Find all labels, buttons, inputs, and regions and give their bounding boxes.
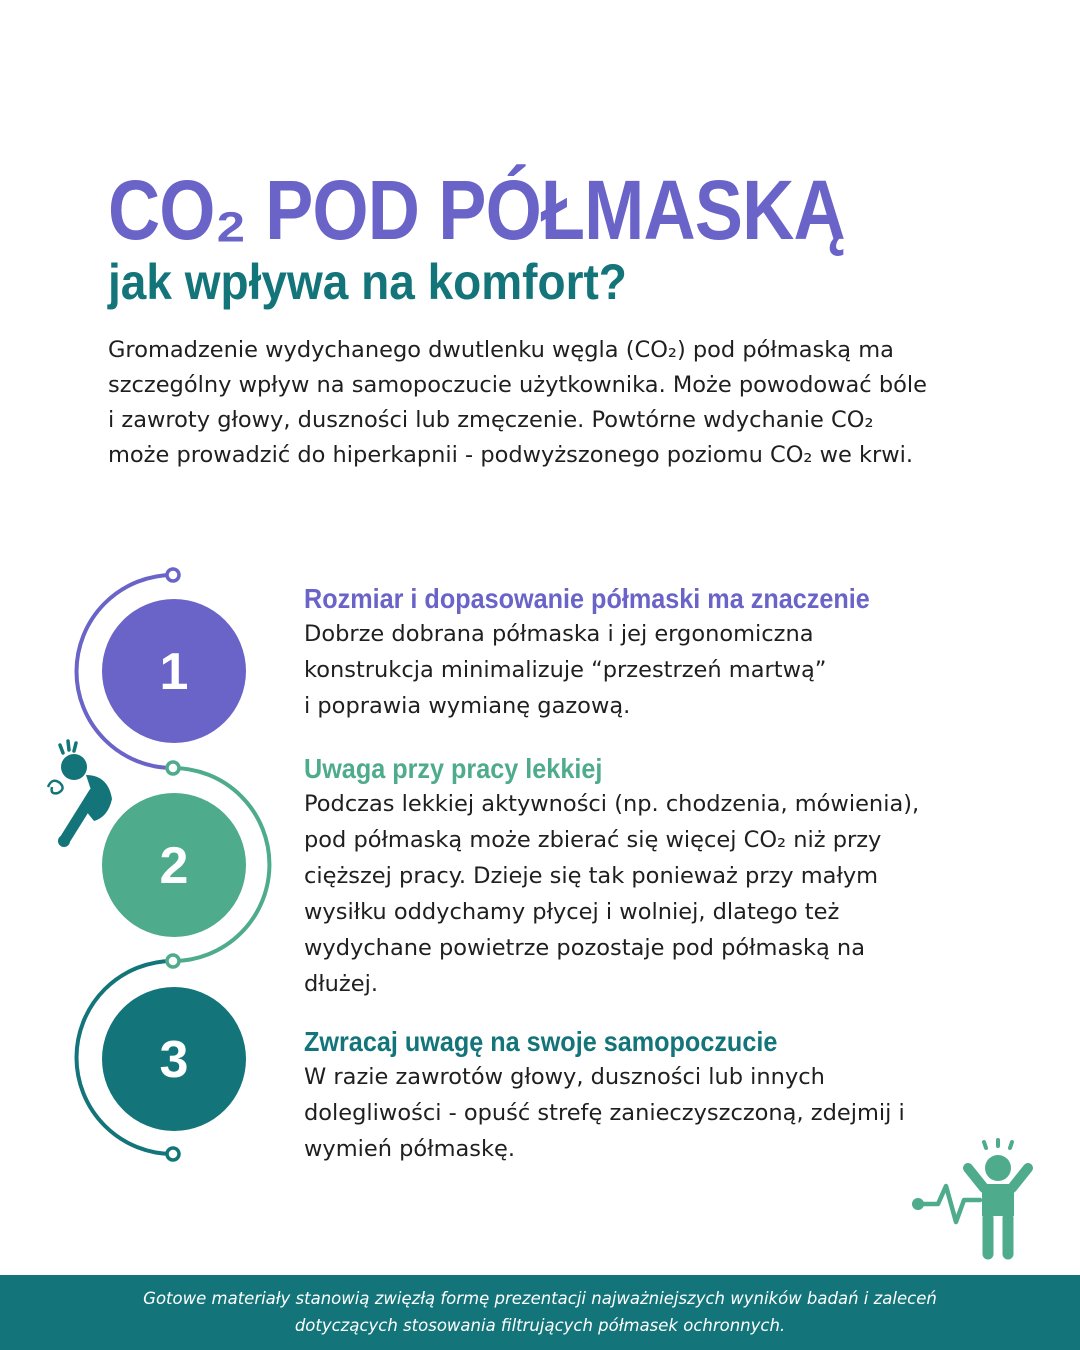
intro-paragraph bbox=[108, 333, 988, 473]
step-2-heading: Uwaga przy pracy lekkiej bbox=[304, 753, 603, 784]
intro-line: może prowadzić do hiperkapnii - podwyższonego poziomu CO₂ we krwi. bbox=[108, 442, 914, 468]
step-3-text-line: wymień półmaskę. bbox=[304, 1136, 516, 1162]
step-2-text-line: wysiłku oddychamy płycej i wolniej, dlatego też bbox=[304, 899, 840, 925]
step-2-text-line: pod półmaską może zbierać się więcej CO₂ niż przy bbox=[304, 827, 882, 853]
footer-line: dotyczących stosowania filtrujących półmasek ochronnych. bbox=[294, 1316, 786, 1335]
dizzy-person-icon bbox=[40, 735, 130, 855]
steps-timeline bbox=[0, 560, 300, 1170]
step-1-heading: Rozmiar i dopasowanie półmaski ma znaczenie bbox=[304, 583, 870, 614]
intro-line: szczególny wpływ na samopoczucie użytkownika. Może powodować bóle bbox=[108, 372, 927, 398]
step-2-number: 2 bbox=[159, 837, 189, 896]
step-2-text-line: cięższej pracy. Dzieje się tak ponieważ przy małym bbox=[304, 863, 879, 889]
page-title: CO₂ POD PÓŁMASKĄ bbox=[108, 163, 845, 258]
step-3-badge bbox=[102, 987, 246, 1131]
step-1-text-line: konstrukcja minimalizuje “przestrzeń martwą” bbox=[304, 657, 827, 683]
step-1-text-line: Dobrze dobrana półmaska i jej ergonomiczna bbox=[304, 621, 814, 647]
intro-line: i zawroty głowy, duszności lub zmęczenie. Powtórne wdychanie CO₂ bbox=[108, 407, 874, 433]
step-3-content bbox=[304, 1025, 1004, 1167]
step-3-text-line: dolegliwości - opuść strefę zanieczyszczoną, zdejmij i bbox=[304, 1100, 905, 1126]
step-1-number: 1 bbox=[159, 643, 189, 702]
step-1-content bbox=[304, 582, 1004, 724]
intro-line: Gromadzenie wydychanego dwutlenku węgla (CO₂) pod półmaską ma bbox=[108, 337, 894, 363]
step-2-text-line: dłużej. bbox=[304, 971, 378, 997]
footer-banner bbox=[0, 1275, 1080, 1350]
step-3-heading: Zwracaj uwagę na swoje samopoczucie bbox=[304, 1026, 778, 1057]
step-2-content bbox=[304, 752, 1004, 1002]
step-3-text-line: W razie zawrotów głowy, duszności lub innych bbox=[304, 1064, 825, 1090]
footer-line: Gotowe materiały stanowią zwięzłą formę prezentacji najważniejszych wyników badań i zaleceń bbox=[143, 1289, 937, 1308]
step-2-text-line: Podczas lekkiej aktywności (np. chodzenia, mówienia), bbox=[304, 791, 920, 817]
step-2-text-line: wydychane powietrze pozostaje pod półmaską na bbox=[304, 935, 865, 961]
step-3-number: 3 bbox=[159, 1031, 189, 1090]
step-1-badge bbox=[102, 599, 246, 743]
step-1-text-line: i poprawia wymianę gazową. bbox=[304, 693, 631, 719]
page-subtitle: jak wpływa na komfort? bbox=[108, 253, 627, 310]
